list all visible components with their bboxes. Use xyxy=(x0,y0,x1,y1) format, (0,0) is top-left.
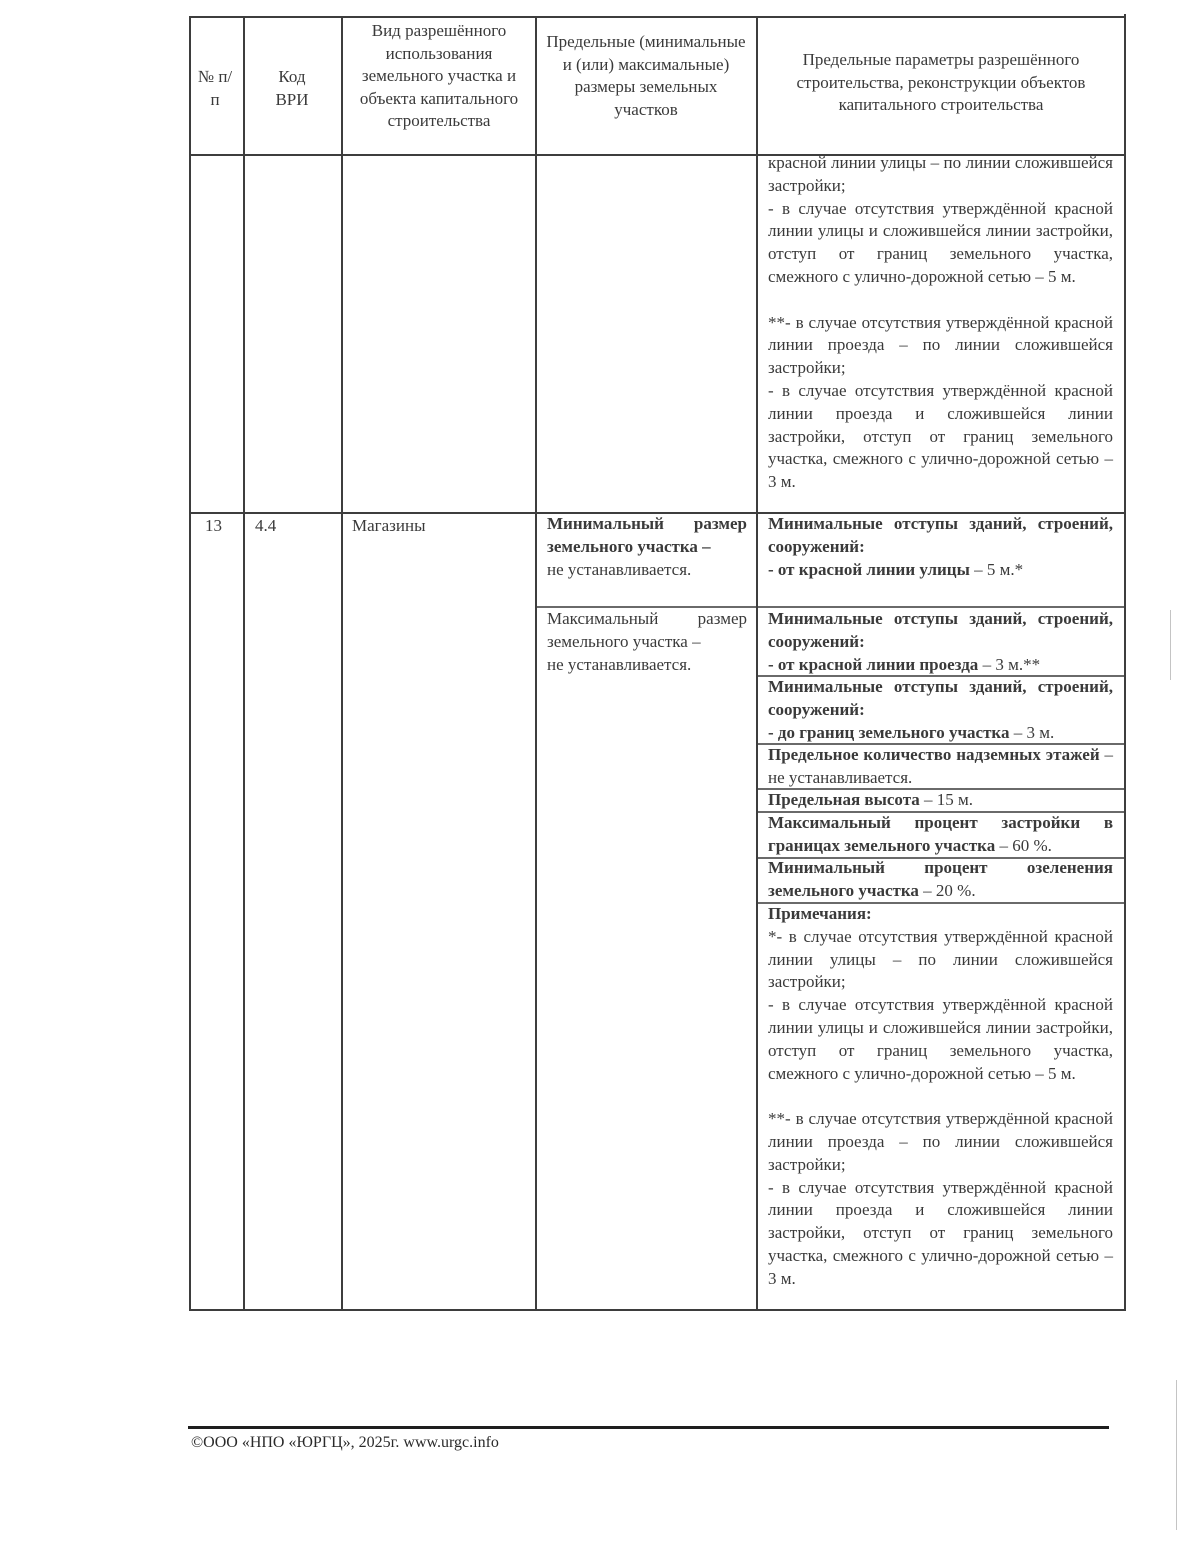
header-plot-sizes: Предельные (минимальные и (или) максимальные) размеры земельных участков xyxy=(546,32,746,119)
column-divider xyxy=(341,16,343,1311)
param-setback-passage xyxy=(768,608,1113,676)
param-label: Минимальный процент озеленения земельного участка xyxy=(768,858,1113,900)
max-plot-size xyxy=(547,608,747,676)
row-number: 13 xyxy=(205,516,222,535)
notes-block xyxy=(768,903,1113,1291)
param-height xyxy=(768,789,1113,812)
param-value: – 3 м. xyxy=(1009,722,1055,742)
param-value: – 15 м. xyxy=(919,790,974,809)
param-coverage xyxy=(768,812,1113,858)
param-detail: - от красной линии проезда xyxy=(768,654,979,674)
note-paragraph: - в случае отсутствия утверждённой красной линии проезда и сложившейся линии застройки, отступ от границ земельного участка, смежного с улично-дорожной сетью – 3 м. xyxy=(768,380,1113,492)
note-paragraph: **- в случае отсутствия утверждённой красной линии проезда – по линии сложившейся застройки; xyxy=(768,312,1113,378)
scan-edge xyxy=(1170,610,1171,680)
note-paragraph: красной линии улицы – по линии сложившейся застройки; xyxy=(768,153,1113,195)
header-code: Код ВРИ xyxy=(275,67,309,109)
param-floors xyxy=(768,744,1113,790)
param-setback-boundary xyxy=(768,676,1113,744)
min-size-label: Минимальный размер земельного участка – xyxy=(547,514,747,556)
param-detail: - до границ земельного участка xyxy=(768,722,1010,742)
column-divider xyxy=(535,16,537,1311)
param-value: – 20 %. xyxy=(918,880,976,900)
param-value: – 60 %. xyxy=(995,835,1052,855)
footer-copyright: ©ООО «НПО «ЮРГЦ», 2025г. www.urgc.info xyxy=(191,1434,499,1451)
note-paragraph: - в случае отсутствия утверждённой красной линии улицы и сложившейся линии застройки, отступ от границ земельного участка, смежного с улично-дорожной сетью – 5 м. xyxy=(768,198,1113,286)
param-label: Предельная высота xyxy=(768,790,920,809)
table-top-border xyxy=(189,16,1125,18)
table-bottom-border xyxy=(189,1309,1125,1311)
param-value: – не устанавливается. xyxy=(768,745,1114,787)
note-paragraph: **- в случае отсутствия утверждённой красной линии проезда – по линии сложившейся застройки; xyxy=(768,1109,1113,1174)
param-label: Максимальный процент застройки в границах земельного участка xyxy=(768,813,1113,855)
min-plot-size xyxy=(547,513,747,581)
param-detail: - от красной линии улицы xyxy=(768,559,970,579)
param-setback-street xyxy=(768,513,1113,581)
param-value: – 3 м.** xyxy=(978,654,1041,674)
note-paragraph: *- в случае отсутствия утверждённой красной линии улицы – по линии сложившейся застройки; xyxy=(768,926,1113,992)
param-value: – 5 м.* xyxy=(969,559,1024,579)
use-type: Магазины xyxy=(352,516,426,535)
table-right-border xyxy=(1124,14,1126,1311)
continuation-notes xyxy=(768,152,1113,494)
scan-edge xyxy=(1176,1380,1177,1530)
param-label: Минимальные отступы зданий, строений, сооружений: xyxy=(768,677,1113,719)
max-size-label: Максимальный размер земельного участка – xyxy=(547,609,747,651)
param-label: Предельное количество надземных этажей xyxy=(768,745,1100,764)
header-parameters: Предельные параметры разрешённого строительства, реконструкции объектов капитального строительства xyxy=(796,50,1086,114)
min-size-value: не устанавливается. xyxy=(547,559,692,579)
column-divider xyxy=(756,16,758,1311)
header-use-type: Вид разрешённого использования земельного участка и объекта капитального строительства xyxy=(359,21,519,130)
max-size-value: не устанавливается. xyxy=(547,654,692,674)
vri-code: 4.4 xyxy=(255,516,277,535)
table-left-border xyxy=(189,16,191,1311)
footer-rule xyxy=(188,1426,1109,1429)
note-paragraph: - в случае отсутствия утверждённой красной линии проезда и сложившейся линии застройки, отступ от границ земельного участка, смежного с улично-дорожной сетью – 3 м. xyxy=(768,1177,1113,1288)
header-num: № п/п xyxy=(197,67,233,109)
param-label: Минимальные отступы зданий, строений, сооружений: xyxy=(768,514,1113,556)
param-label: Минимальные отступы зданий, строений, сооружений: xyxy=(768,609,1113,651)
notes-title: Примечания: xyxy=(768,904,872,923)
column-divider xyxy=(243,16,245,1311)
param-landscaping xyxy=(768,857,1113,903)
note-paragraph: - в случае отсутствия утверждённой красной линии улицы и сложившейся линии застройки, отступ от границ земельного участка, смежного с улично-дорожной сетью – 5 м. xyxy=(768,995,1113,1083)
